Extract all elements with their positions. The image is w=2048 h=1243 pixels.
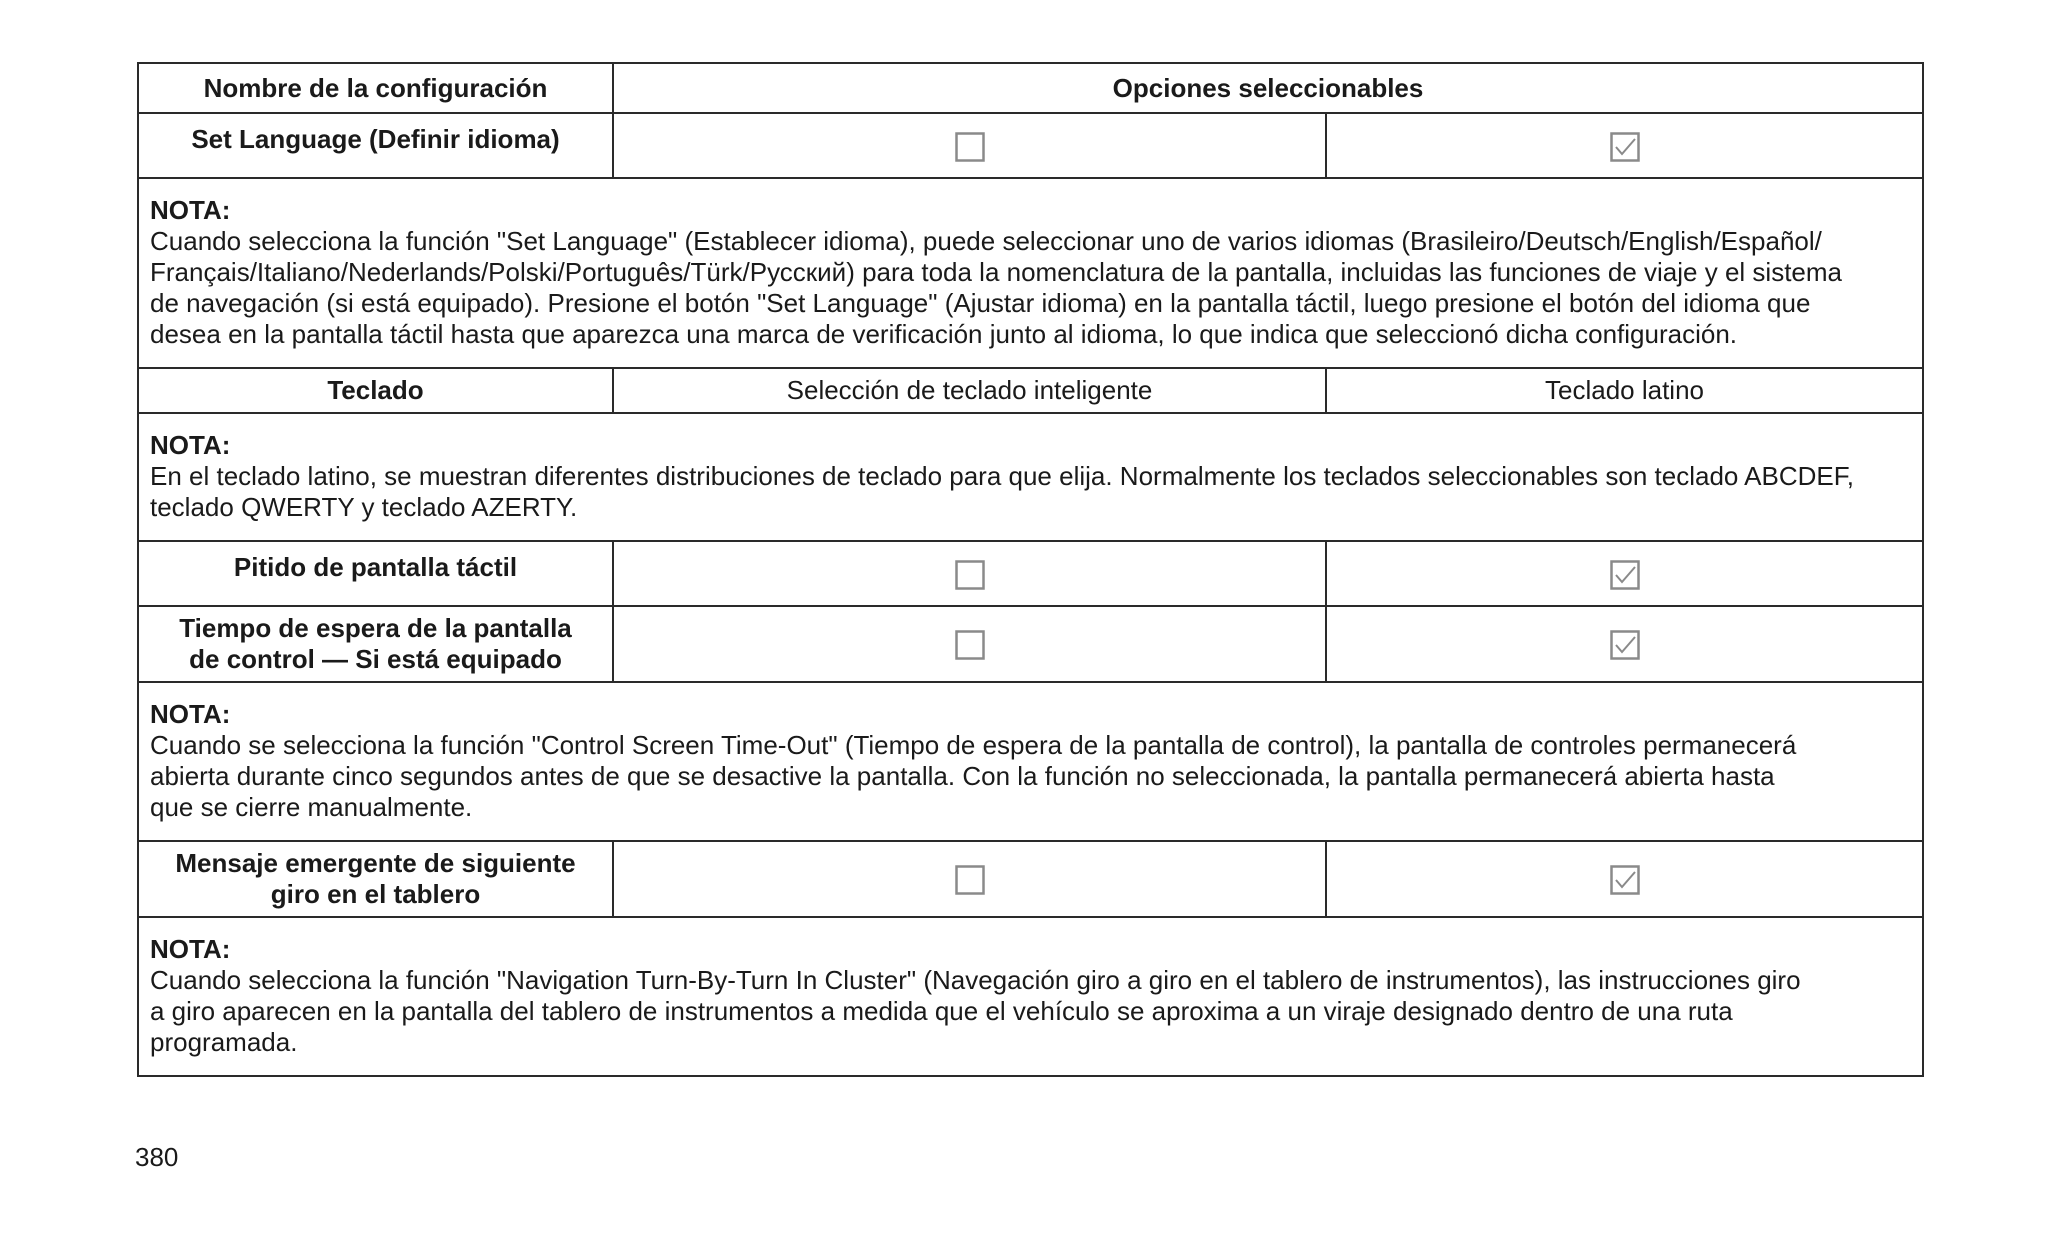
- note-keyboard: [138, 413, 1923, 541]
- header-selectable-options: Opciones seleccionables: [613, 63, 1923, 113]
- setting-name-line: giro en el tablero: [270, 879, 481, 909]
- note-body: En el teclado latino, se muestran diferentes distribuciones de teclado para que elija. Normalmente los teclados seleccionables son teclado ABCDEF, teclado QWERTY y teclado AZERTY.: [150, 461, 1854, 522]
- setting-name-screen-timeout: [138, 606, 613, 682]
- table-row-set-language: [138, 113, 1923, 178]
- note-title: NOTA:: [150, 934, 231, 964]
- checked-checkbox-icon[interactable]: [1610, 560, 1640, 590]
- note-row-turn: [138, 917, 1923, 1076]
- unchecked-checkbox-icon[interactable]: [955, 865, 985, 895]
- option-cell-checked: [1326, 113, 1923, 178]
- note-body: Cuando selecciona la función "Set Language" (Establecer idioma), puede seleccionar uno de varios idiomas (Brasileiro/Deutsch/English/Español/ Français/Italiano/Nederlands/Polski/Português/Türk/Русский) para toda la nomenclatura de la pantalla, incluidas las funciones de viaje y el sistema de navegación (si está equipado). Presione el botón "Set Language" (Ajustar idioma) en la pantalla táctil, luego presione el botón del idioma que desea en la pantalla táctil hasta que aparezca una marca de verificación junto al idioma, lo que indica que seleccionó dicha configuración.: [150, 226, 1842, 349]
- checked-checkbox-icon[interactable]: [1610, 630, 1640, 660]
- option-cell-checked: [1326, 841, 1923, 917]
- unchecked-checkbox-icon[interactable]: [955, 630, 985, 660]
- setting-name-keyboard: Teclado: [138, 368, 613, 413]
- option-cell-unchecked: [613, 541, 1326, 606]
- note-row-language: [138, 178, 1923, 368]
- note-body: Cuando selecciona la función "Navigation Turn-By-Turn In Cluster" (Navegación giro a giro en el tablero de instrumentos), las instrucciones giro a giro aparecen en la pantalla del tablero de instrumentos a medida que el vehículo se aproxima a un viraje designado dentro de una ruta programada.: [150, 965, 1801, 1057]
- page-number: 380: [135, 1142, 179, 1172]
- table-row-turn-popup: [138, 841, 1923, 917]
- table-row-keyboard: [138, 368, 1923, 413]
- option-cell-checked: [1326, 606, 1923, 682]
- note-title: NOTA:: [150, 430, 231, 460]
- settings-table: [137, 62, 1924, 1077]
- unchecked-checkbox-icon[interactable]: [955, 132, 985, 162]
- table-row-screen-timeout: [138, 606, 1923, 682]
- table-row-touch-beep: [138, 541, 1923, 606]
- setting-name-turn-popup: [138, 841, 613, 917]
- checked-checkbox-icon[interactable]: [1610, 132, 1640, 162]
- checked-checkbox-icon[interactable]: [1610, 865, 1640, 895]
- note-row-timeout: [138, 682, 1923, 841]
- option-latin-keyboard: Teclado latino: [1326, 368, 1923, 413]
- note-title: NOTA:: [150, 195, 231, 225]
- header-setting-name: Nombre de la configuración: [138, 63, 613, 113]
- option-cell-unchecked: [613, 841, 1326, 917]
- setting-name-line: Mensaje emergente de siguiente: [175, 848, 576, 878]
- header-row: [138, 63, 1923, 113]
- note-turn: [138, 917, 1923, 1076]
- note-title: NOTA:: [150, 699, 231, 729]
- note-timeout: [138, 682, 1923, 841]
- option-cell-unchecked: [613, 113, 1326, 178]
- note-language: [138, 178, 1923, 368]
- note-body: Cuando se selecciona la función "Control Screen Time-Out" (Tiempo de espera de la pantalla de control), la pantalla de controles permanecerá abierta durante cinco segundos antes de que se desactive la pantalla. Con la función no seleccionada, la pantalla permanecerá abierta hasta que se cierre manualmente.: [150, 730, 1797, 822]
- note-row-keyboard: [138, 413, 1923, 541]
- option-cell-checked: [1326, 541, 1923, 606]
- setting-name-line: Tiempo de espera de la pantalla: [179, 613, 572, 643]
- setting-name-line: de control — Si está equipado: [189, 644, 562, 674]
- option-smart-keyboard: Selección de teclado inteligente: [613, 368, 1326, 413]
- unchecked-checkbox-icon[interactable]: [955, 560, 985, 590]
- setting-name-touch-beep: Pitido de pantalla táctil: [138, 541, 613, 606]
- setting-name-set-language: Set Language (Definir idioma): [138, 113, 613, 178]
- option-cell-unchecked: [613, 606, 1326, 682]
